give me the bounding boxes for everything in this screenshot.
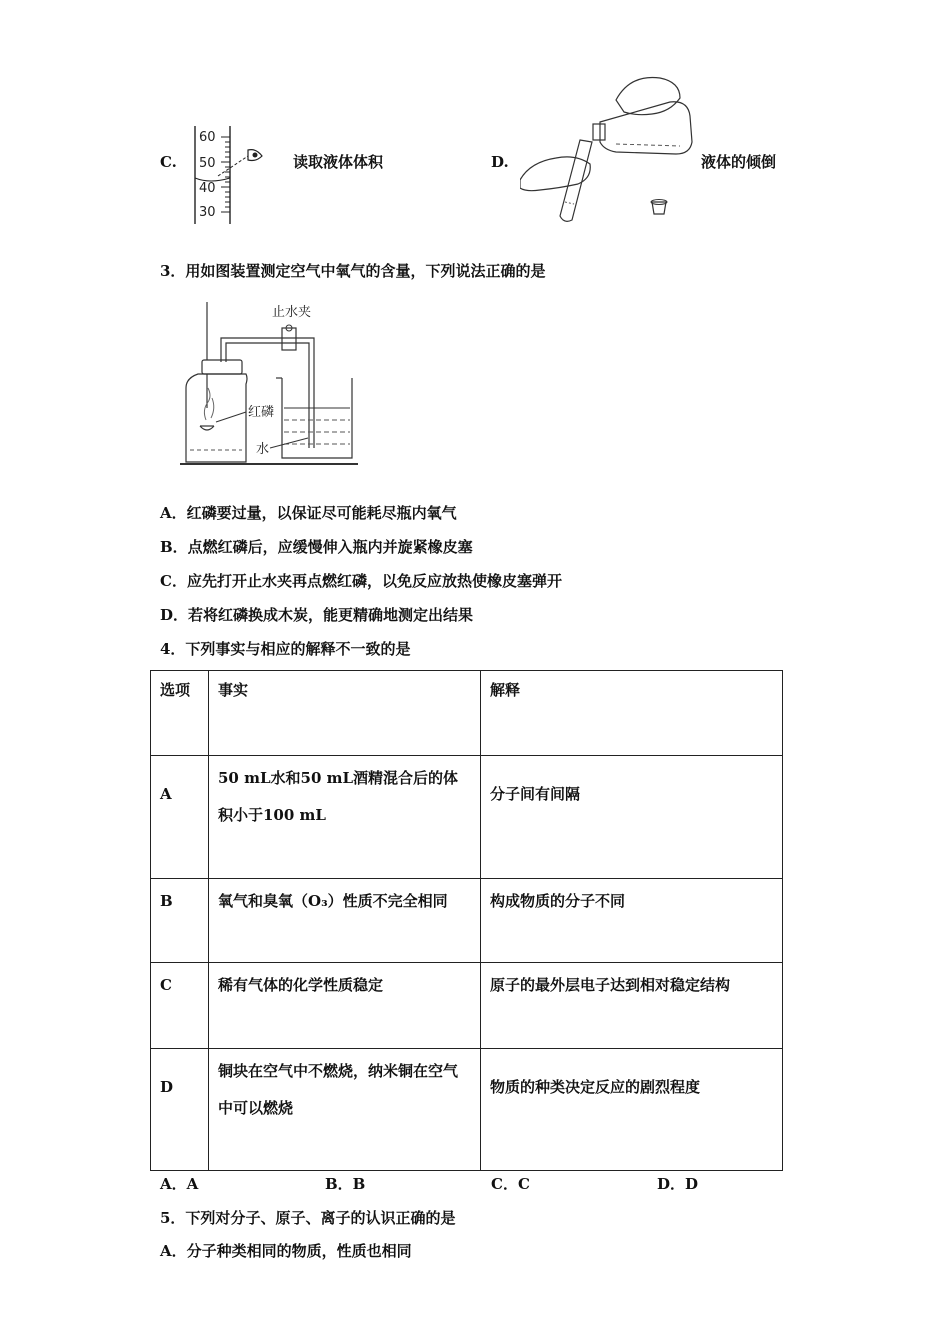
header-fact: 事实 bbox=[209, 671, 481, 756]
tick-label: 60 bbox=[199, 130, 216, 145]
tick-label: 30 bbox=[199, 205, 216, 220]
row-fact: 铜块在空气中不燃烧，纳米铜在空气中可以燃烧 bbox=[209, 1049, 481, 1171]
header-explanation: 解释 bbox=[481, 671, 783, 756]
liquid-pouring-figure bbox=[520, 72, 700, 224]
q5-option-a: A．分子种类相同的物质，性质也相同 bbox=[160, 1242, 412, 1260]
graduated-cylinder-figure bbox=[188, 124, 268, 226]
oxygen-measurement-apparatus bbox=[178, 298, 362, 468]
q3-option-c: C．应先打开止水夹再点燃红磷，以免反应放热使橡皮塞弹开 bbox=[160, 572, 562, 590]
row-option: B bbox=[151, 879, 209, 963]
table-row bbox=[151, 1049, 783, 1171]
q4-answer-a: A．A bbox=[160, 1175, 199, 1193]
q4-answer-b: B．B bbox=[325, 1175, 366, 1193]
tick-label: 40 bbox=[199, 181, 216, 196]
row-fact: 氧气和臭氧（O₃）性质不完全相同 bbox=[209, 879, 481, 963]
row-explanation: 构成物质的分子不同 bbox=[481, 879, 783, 963]
row-fact: 稀有气体的化学性质稳定 bbox=[209, 963, 481, 1049]
row-explanation: 物质的种类决定反应的剧烈程度 bbox=[481, 1049, 783, 1171]
q3-stem: 3．用如图装置测定空气中氧气的含量，下列说法正确的是 bbox=[160, 262, 546, 280]
table-row bbox=[151, 963, 783, 1049]
q4-table bbox=[150, 670, 783, 1171]
table-header-row bbox=[151, 671, 783, 756]
q3-option-a: A．红磷要过量，以保证尽可能耗尽瓶内氧气 bbox=[160, 504, 457, 522]
q3-option-b: B．点燃红磷后，应缓慢伸入瓶内并旋紧橡皮塞 bbox=[160, 538, 473, 556]
row-explanation: 原子的最外层电子达到相对稳定结构 bbox=[481, 963, 783, 1049]
clamp-label: 止水夹 bbox=[272, 305, 312, 320]
phosphorus-label: 红磷 bbox=[248, 405, 275, 420]
option-d-text: 液体的倾倒 bbox=[701, 153, 777, 171]
water-label: 水 bbox=[256, 442, 270, 457]
tick-label: 50 bbox=[199, 156, 216, 171]
row-option: A bbox=[151, 756, 209, 879]
table-row bbox=[151, 756, 783, 879]
q3-option-d: D．若将红磷换成木炭，能更精确地测定出结果 bbox=[160, 606, 474, 624]
option-d-label: D. bbox=[491, 153, 509, 171]
header-option: 选项 bbox=[151, 671, 209, 756]
q5-stem: 5．下列对分子、原子、离子的认识正确的是 bbox=[160, 1209, 456, 1227]
q4-answer-d: D．D bbox=[657, 1175, 699, 1193]
row-option: D bbox=[151, 1049, 209, 1171]
row-explanation: 分子间有间隔 bbox=[481, 756, 783, 879]
table-row bbox=[151, 879, 783, 963]
q4-stem: 4．下列事实与相应的解释不一致的是 bbox=[160, 640, 411, 658]
option-c-label: C. bbox=[160, 153, 177, 171]
row-option: C bbox=[151, 963, 209, 1049]
q4-answer-c: C．C bbox=[491, 1175, 530, 1193]
option-c-text: 读取液体体积 bbox=[293, 153, 384, 171]
row-fact: 50 mL水和50 mL酒精混合后的体积小于100 mL bbox=[209, 756, 481, 879]
